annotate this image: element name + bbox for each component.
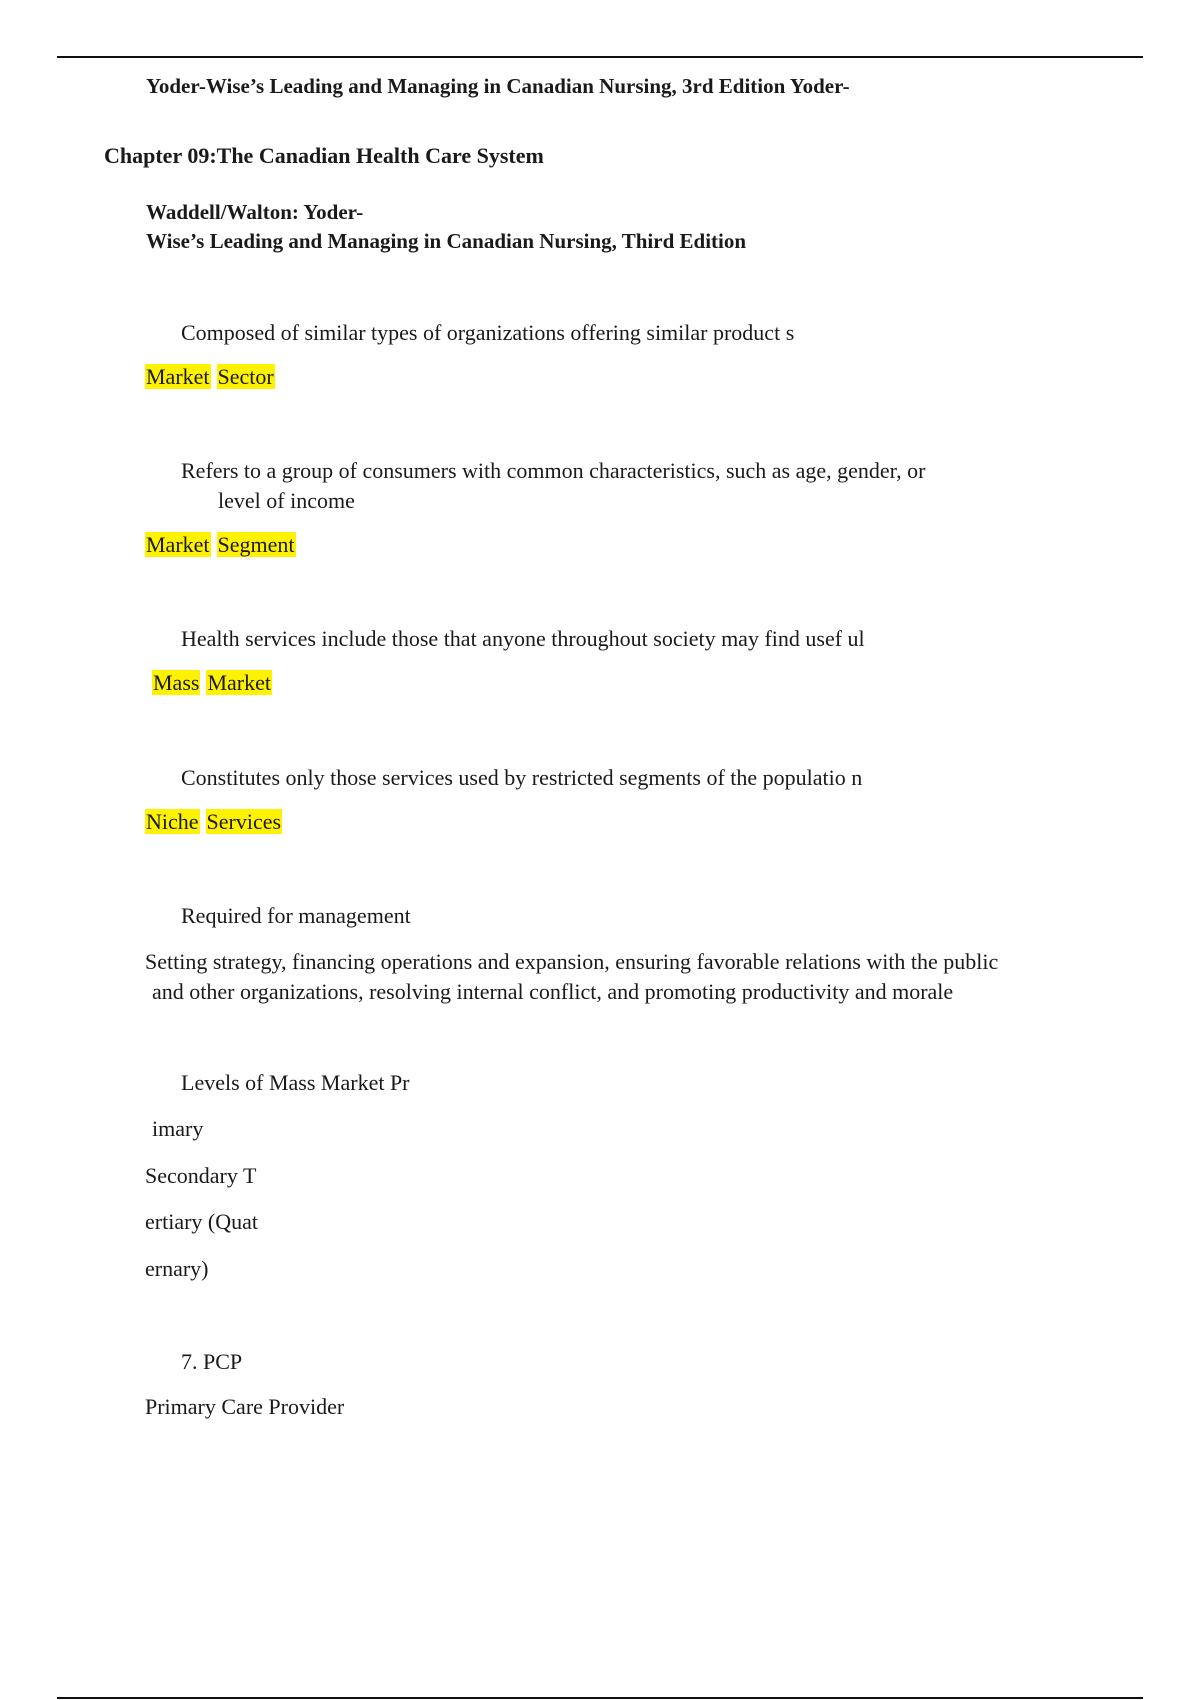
question-2-prompt-line-2: level of income <box>218 488 355 513</box>
question-7-answer: Primary Care Provider <box>145 1394 345 1419</box>
answer-highlight: Services <box>206 809 282 834</box>
answer-highlight: Market <box>146 532 210 557</box>
question-4-prompt: Constitutes only those services used by restricted segments of the populatio n <box>181 765 863 790</box>
bottom-rule <box>57 1697 1143 1699</box>
answer-highlight: Niche <box>146 809 199 834</box>
answer-highlight: Market <box>207 670 271 695</box>
top-rule <box>57 56 1143 58</box>
question-2-prompt-line-1: Refers to a group of consumers with common characteristics, such as age, gender, or <box>181 458 926 483</box>
question-5-answer-line-2: and other organizations, resolving internal conflict, and promoting productivity and morale <box>152 979 954 1004</box>
authors-line-2: Wise’s Leading and Managing in Canadian Nursing, Third Edition <box>146 229 747 253</box>
question-6-answer-line-2: Secondary T <box>145 1163 257 1188</box>
chapter-heading: Chapter 09:The Canadian Health Care System <box>104 143 544 168</box>
answer-highlight: Market <box>146 364 210 389</box>
answer-highlight: Segment <box>217 532 295 557</box>
question-5-prompt: Required for management <box>181 903 411 928</box>
question-3-answer <box>152 668 272 698</box>
answer-highlight: Sector <box>217 364 274 389</box>
question-1-prompt: Composed of similar types of organizations offering similar product s <box>181 320 795 345</box>
question-5-answer-line-1: Setting strategy, financing operations and expansion, ensuring favorable relations with the public <box>145 949 999 974</box>
question-6-answer-line-3: ertiary (Quat <box>145 1209 258 1234</box>
question-7-prompt: 7. PCP <box>181 1349 243 1374</box>
question-4-answer <box>145 807 282 837</box>
question-1-answer <box>145 362 275 392</box>
answer-highlight: Mass <box>153 670 200 695</box>
question-6-answer-line-1: imary <box>152 1116 204 1141</box>
question-2-answer <box>145 530 296 560</box>
question-6-prompt: Levels of Mass Market Pr <box>181 1070 410 1095</box>
authors-line-1: Waddell/Walton: Yoder- <box>146 200 364 224</box>
question-3-prompt: Health services include those that anyone throughout society may find usef ul <box>181 626 865 651</box>
question-6-answer-line-4: ernary) <box>145 1256 209 1281</box>
book-title: Yoder-Wise’s Leading and Managing in Canadian Nursing, 3rd Edition Yoder- <box>146 74 850 98</box>
